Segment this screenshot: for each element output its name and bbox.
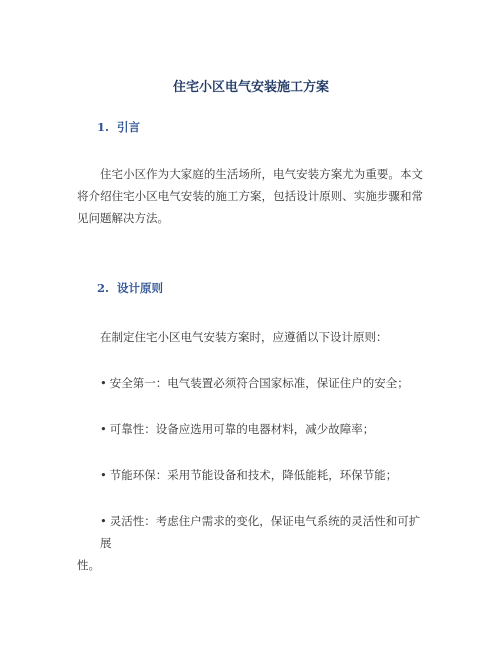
section-heading-design-principles <box>97 279 163 297</box>
bullet-text-continuation: 性。 <box>77 558 100 572</box>
bullet-text: 节能环保：采用节能设备和技术，降低能耗，环保节能； <box>109 468 398 482</box>
bullet-marker: • <box>100 514 107 528</box>
bullet-text: 可靠性：设备应选用可靠的电器材料，减少故障率； <box>109 422 375 436</box>
section-number: 2. <box>97 281 110 295</box>
section-heading-text: 引言 <box>117 120 141 134</box>
bullet-marker: • <box>100 422 107 436</box>
section-heading-intro <box>97 118 140 136</box>
bullet-marker: • <box>100 468 107 482</box>
design-principles-paragraph: 在制定住宅小区电气安装方案时，应遵循以下设计原则： <box>100 330 388 344</box>
bullet-text: 灵活性：考虑住户需求的变化，保证电气系统的灵活性和可扩展 <box>100 514 421 550</box>
bullet-text: 安全第一：电气装置必须符合国家标准，保证住户的安全； <box>109 376 409 390</box>
section-number: 1. <box>97 120 110 134</box>
bullet-item-reliability <box>77 418 423 440</box>
bullet-item-flexibility <box>77 510 423 576</box>
section-heading-text: 设计原则 <box>117 281 164 295</box>
bullet-item-safety <box>77 372 423 394</box>
document-title: 住宅小区电气安装施工方案 <box>172 80 329 95</box>
bullet-marker: • <box>100 376 107 390</box>
bullet-item-energy-saving <box>77 464 423 486</box>
intro-paragraph: 住宅小区作为大家庭的生活场所，电气安装方案尤为重要。本文将介绍住宅小区电气安装的施工方案，包括设计原则、实施步骤和常见问题解决方法。 <box>77 167 423 225</box>
